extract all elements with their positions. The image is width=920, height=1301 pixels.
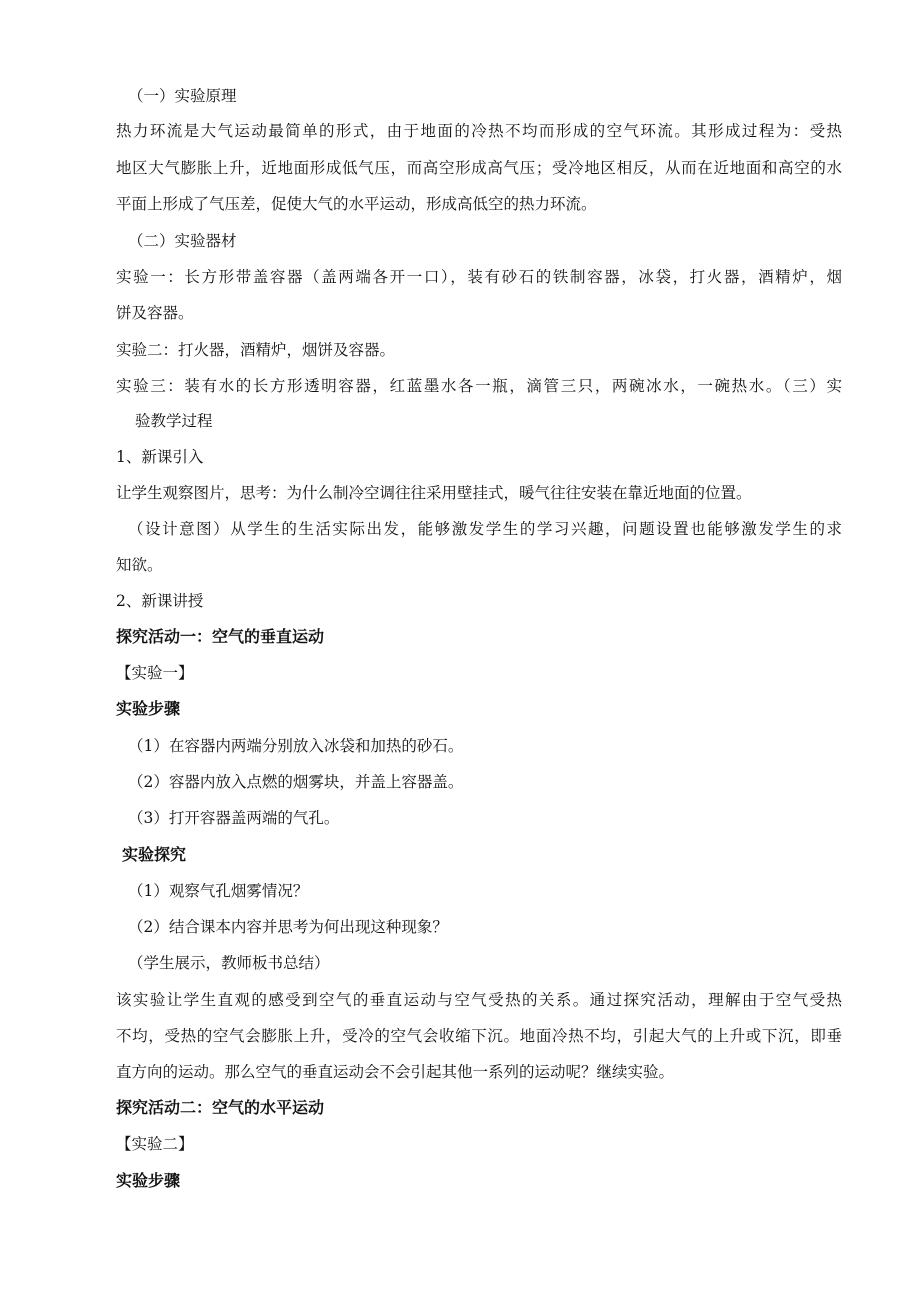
equipment-exp3-line: 实验三：装有水的长方形透明容器，红蓝墨水各一瓶，滴管三只，两碗冰水，一碗热水。（三）实 <box>116 377 842 395</box>
equipment-exp3-line: 验教学过程 <box>135 412 213 430</box>
activity1-summary-line: 直方向的运动。那么空气的垂直运动会不会引起其他一系列的运动呢？继续实验。 <box>116 1063 675 1081</box>
activity1-steps-title: 实验步骤 <box>116 699 181 718</box>
activity2-title: 探究活动二：空气的水平运动 <box>116 1098 325 1117</box>
activity1-note: （学生展示，教师板书总结） <box>128 954 330 972</box>
activity1-step: （3）打开容器盖两端的气孔。 <box>128 809 340 827</box>
equipment-exp1-line: 实验一：长方形带盖容器（盖两端各开一口），装有砂石的铁制容器，冰袋，打火器，酒精炉，烟 <box>116 268 842 286</box>
activity1-inquiry-title: 实验探究 <box>122 845 187 864</box>
activity1-title: 探究活动一：空气的垂直运动 <box>116 627 325 646</box>
activity2-experiment-label: 【实验二】 <box>116 1135 194 1153</box>
activity1-step: （2）容器内放入点燃的烟雾块，并盖上容器盖。 <box>128 773 464 791</box>
design-intent-line: （设计意图）从学生的生活实际出发，能够激发学生的学习兴趣，问题设置也能够激发学生的求 <box>128 520 842 538</box>
step1-heading: 1、新课引入 <box>116 448 204 466</box>
step2-heading: 2、新课讲授 <box>116 592 204 610</box>
section-heading-principle: （一）实验原理 <box>128 87 237 105</box>
section-heading-equipment: （二）实验器材 <box>128 232 237 250</box>
principle-paragraph-line: 热力环流是大气运动最简单的形式，由于地面的冷热不均而形成的空气环流。其形成过程为：受热 <box>116 122 842 140</box>
equipment-exp1-line: 饼及容器。 <box>116 304 194 322</box>
activity1-question: （2）结合课本内容并思考为何出现这种现象？ <box>128 918 448 936</box>
principle-paragraph-line: 地区大气膨胀上升，近地面形成低气压，而高空形成高气压；受冷地区相反，从而在近地面和高空的水 <box>116 159 842 177</box>
activity1-summary-line: 不均，受热的空气会膨胀上升，受冷的空气会收缩下沉。地面冷热不均，引起大气的上升或下沉，即垂 <box>116 1027 842 1045</box>
activity2-steps-title: 实验步骤 <box>116 1171 181 1190</box>
activity1-step: （1）在容器内两端分别放入冰袋和加热的砂石。 <box>128 737 464 755</box>
design-intent-line: 知欲。 <box>116 556 163 574</box>
equipment-exp2: 实验二：打火器，酒精炉，烟饼及容器。 <box>116 341 396 359</box>
activity1-question: （1）观察气孔烟雾情况？ <box>128 882 309 900</box>
principle-paragraph-line: 平面上形成了气压差，促使大气的水平运动，形成高低空的热力环流。 <box>116 195 597 213</box>
activity1-experiment-label: 【实验一】 <box>116 664 194 682</box>
activity1-summary-line: 该实验让学生直观的感受到空气的垂直运动与空气受热的关系。通过探究活动，理解由于空气受热 <box>116 991 842 1009</box>
step1-paragraph: 让学生观察图片，思考：为什么制冷空调往往采用壁挂式，暖气往往安装在靠近地面的位置。 <box>116 484 752 502</box>
